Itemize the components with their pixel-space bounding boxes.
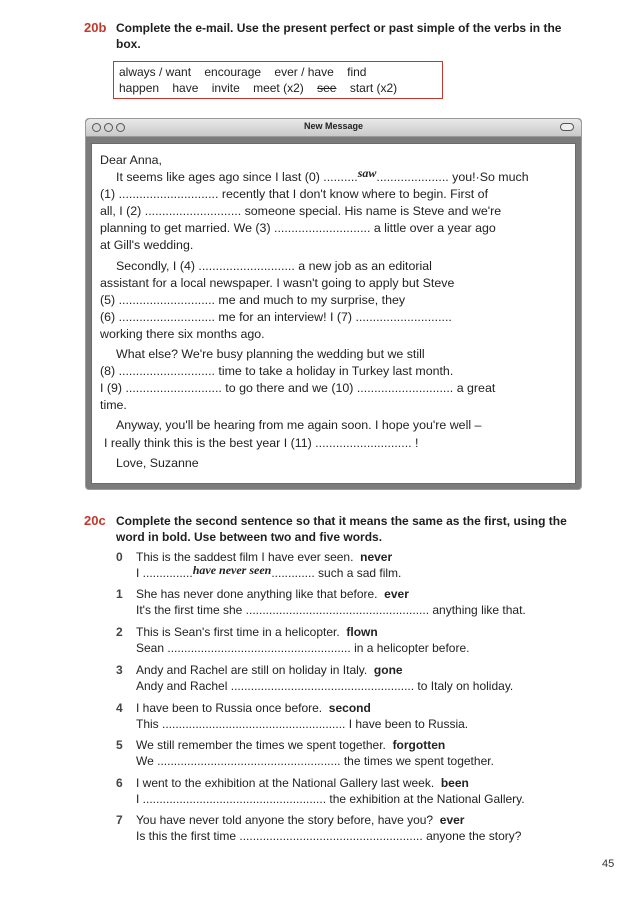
sentence-text: Andy and Rachel are still on holiday in Italy. [136,663,368,677]
sentence-text: I ............... [136,566,193,580]
question-item [116,587,616,622]
email-line: (1) ............................. recently that I don't know where to begin. First of [100,187,489,202]
keyword: never [360,550,393,564]
sentence-text: I went to the exhibition at the National Gallery last week. [136,776,435,790]
question-item [116,550,616,585]
exercise-20c-instruction [116,513,616,545]
email-line: time. [100,398,127,413]
question-sentence-1 [136,625,378,641]
toolbar-toggle-icon[interactable] [560,123,574,131]
struck-example-verb: see [317,81,337,95]
email-line: (6) ............................ me for an interview! I (7) ............................ [100,309,452,324]
email-text [100,152,575,472]
question-sentence-2: We ....................................................... the times we spent together. [136,754,494,768]
question-item [116,738,616,773]
word-box-row-1: always / want encourage ever / have find [119,65,367,79]
sentence-text: I have been to Russia once before. [136,701,323,715]
question-item [116,663,616,698]
word-box-row-2a: happen have invite meet (x2) [119,81,304,95]
window-title: New Message [303,121,364,131]
example-answer-saw: saw [357,166,377,181]
email-text-span: It seems like ages ago since I last (0) .......... [116,170,358,185]
instruction-line: Complete the e-mail. Use the present perfect or past simple of the verbs in the [116,21,562,35]
email-line: Anyway, you'll be hearing from me again soon. I hope you're well – [116,418,482,433]
question-number: 6 [116,776,123,790]
question-item [116,776,616,811]
word-box-row-2 [119,80,437,96]
page-number: 45 [602,858,615,870]
question-sentence-2: Sean ....................................................... in a helicopter before. [136,641,470,655]
email-line: I really think this is the best year I (11) ............................ ! [104,435,419,450]
sentence-text: ............. such a sad film. [271,566,402,580]
email-line: assistant for a local newspaper. I wasn't going to apply but Steve [100,275,455,290]
sentence-text: She has never done anything like that before. [136,587,378,601]
keyword: second [328,701,371,715]
keyword: gone [373,663,403,677]
question-item [116,813,616,848]
sentence-text: We still remember the times we spent together. [136,738,386,752]
question-number: 5 [116,738,123,752]
question-item [116,625,616,660]
email-line: (8) ............................ time to take a holiday in Turkey last month. [100,364,454,379]
sentence-text: This is Sean's first time in a helicopter. [136,625,340,639]
email-line: What else? We're busy planning the wedding but we still [116,347,425,362]
question-number: 1 [116,587,123,601]
instruction-line: Complete the second sentence so that it means the same as the first, using the [116,514,567,528]
sentence-text: This is the saddest film I have ever seen. [136,550,354,564]
keyword: ever [439,813,465,827]
question-number: 7 [116,813,123,827]
exercise-number-20c: 20c [84,513,106,528]
email-line: at Gill's wedding. [100,238,194,253]
exercise-number-20b: 20b [84,20,107,35]
question-number: 2 [116,625,123,639]
email-signoff: Love, Suzanne [116,455,199,470]
question-number: 3 [116,663,123,677]
email-body [91,143,576,484]
instruction-line: word in bold. Use between two and five words. [116,530,383,544]
question-sentence-1 [136,663,403,679]
question-sentence-2: Is this the first time ....................................................... anyone the story? [136,829,522,843]
question-sentence-2: This ....................................................... I have been to Russia. [136,717,469,731]
question-sentence-1 [136,701,371,717]
email-line: planning to get married. We (3) ............................ a little over a year ago [100,221,496,236]
question-sentence-2: It's the first time she ....................................................... anything like that. [136,603,526,617]
email-line: I (9) ............................ to go there and we (10) ............................ a great [100,381,496,396]
sentence-text: You have never told anyone the story before, have you? [136,813,434,827]
window-titlebar [86,119,581,137]
verb-word-box [113,61,443,99]
email-line [100,166,575,186]
word-box-row-2b: start (x2) [349,81,398,95]
new-message-window [85,118,582,490]
keyword: forgotten [392,738,446,752]
question-number: 0 [116,550,123,564]
keyword: flown [346,625,378,639]
keyword: been [440,776,469,790]
email-line: Secondly, I (4) ............................ a new job as an editorial [116,258,432,273]
exercise-20b-instruction [116,20,616,52]
example-answer: have never seen [192,563,272,577]
instruction-line: box. [116,37,141,51]
question-sentence-1 [136,813,464,829]
email-line: (5) ............................ me and much to my surprise, they [100,292,406,307]
question-item [116,701,616,736]
question-sentence-2: Andy and Rachel ....................................................... to Italy on holiday. [136,679,514,693]
question-sentence-2 [136,563,402,582]
email-line: working there six months ago. [100,326,265,341]
email-line: all, I (2) ............................ someone special. His name is Steve and we're [100,204,502,219]
question-number: 4 [116,701,123,715]
keyword: ever [384,587,409,601]
question-sentence-1 [136,587,409,603]
email-greeting: Dear Anna, [100,153,162,167]
email-text-span: ..................... you!·So much [376,170,529,185]
question-sentence-2: I ....................................................... the exhibition at the National Gallery. [136,792,525,806]
question-sentence-1 [136,738,445,754]
question-sentence-1 [136,776,469,792]
